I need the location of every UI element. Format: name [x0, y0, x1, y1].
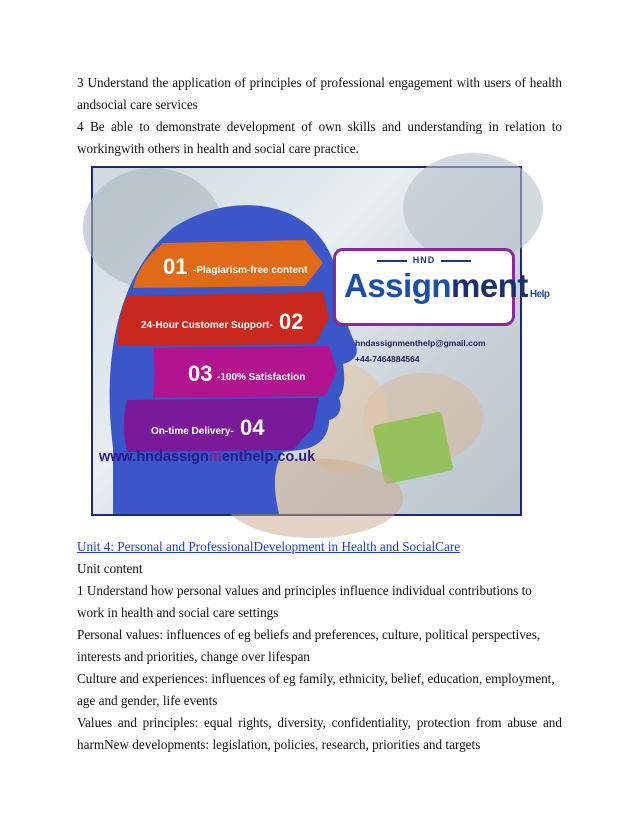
unit-content-section [77, 536, 562, 756]
hnd-assignment-help-logo [333, 248, 550, 326]
outcome-3: 3 Understand the application of principles of professional engagement with users of health andsocial care services [77, 75, 562, 112]
contact-email: hndassignmenthelp@gmail.com [355, 338, 486, 348]
personal-values: Personal values: influences of eg beliefs and preferences, culture, political perspectives, interests and priorities, change over lifespan [77, 627, 541, 664]
feature-2-number: 02 [279, 309, 304, 334]
outcome-4: 4 Be able to demonstrate development of own skills and understanding in relation to workingwith others in health and social care practice. [77, 119, 562, 156]
outcome-1: 1 Understand how personal values and principles influence individual contributions to work in health and social care settings [77, 583, 532, 620]
feature-band-4 [124, 398, 319, 452]
contact-phone: +44-7464884564 [355, 354, 420, 364]
unit-4-title-link[interactable]: Unit 4: Personal and ProfessionalDevelopment in Health and SocialCare [77, 539, 461, 554]
logo-hnd-text: HND [412, 255, 436, 265]
logo-ment-text: ment [451, 267, 528, 304]
logo-assign-text: Assign [344, 267, 452, 304]
feature-2-text: 24-Hour Customer Support- [141, 320, 273, 331]
logo-help-text: Help [529, 289, 550, 300]
feature-band-1 [133, 240, 323, 288]
unit-content-label: Unit content [77, 561, 143, 576]
feature-1-text: -Plagiarism-free content [193, 265, 308, 276]
feature-1-number: 01 [163, 254, 188, 279]
feature-4-number: 04 [240, 415, 265, 440]
feature-3-number: 03 [188, 361, 213, 386]
values-principles: Values and principles: equal rights, diversity, confidentiality, protection from abuse and harmNew developments: legislation, policies, research, priorities and targets [77, 715, 562, 752]
feature-3-text: -100% Satisfaction [217, 372, 306, 383]
intro-text [77, 72, 562, 160]
website-url: www.hndassignmenthelp.co.uk [99, 449, 316, 465]
promo-banner [91, 166, 550, 516]
feature-4-text: On-time Delivery- [151, 426, 234, 437]
culture-experiences: Culture and experiences: influences of eg family, ethnicity, belief, education, employment, age and gender, life events [77, 671, 555, 708]
